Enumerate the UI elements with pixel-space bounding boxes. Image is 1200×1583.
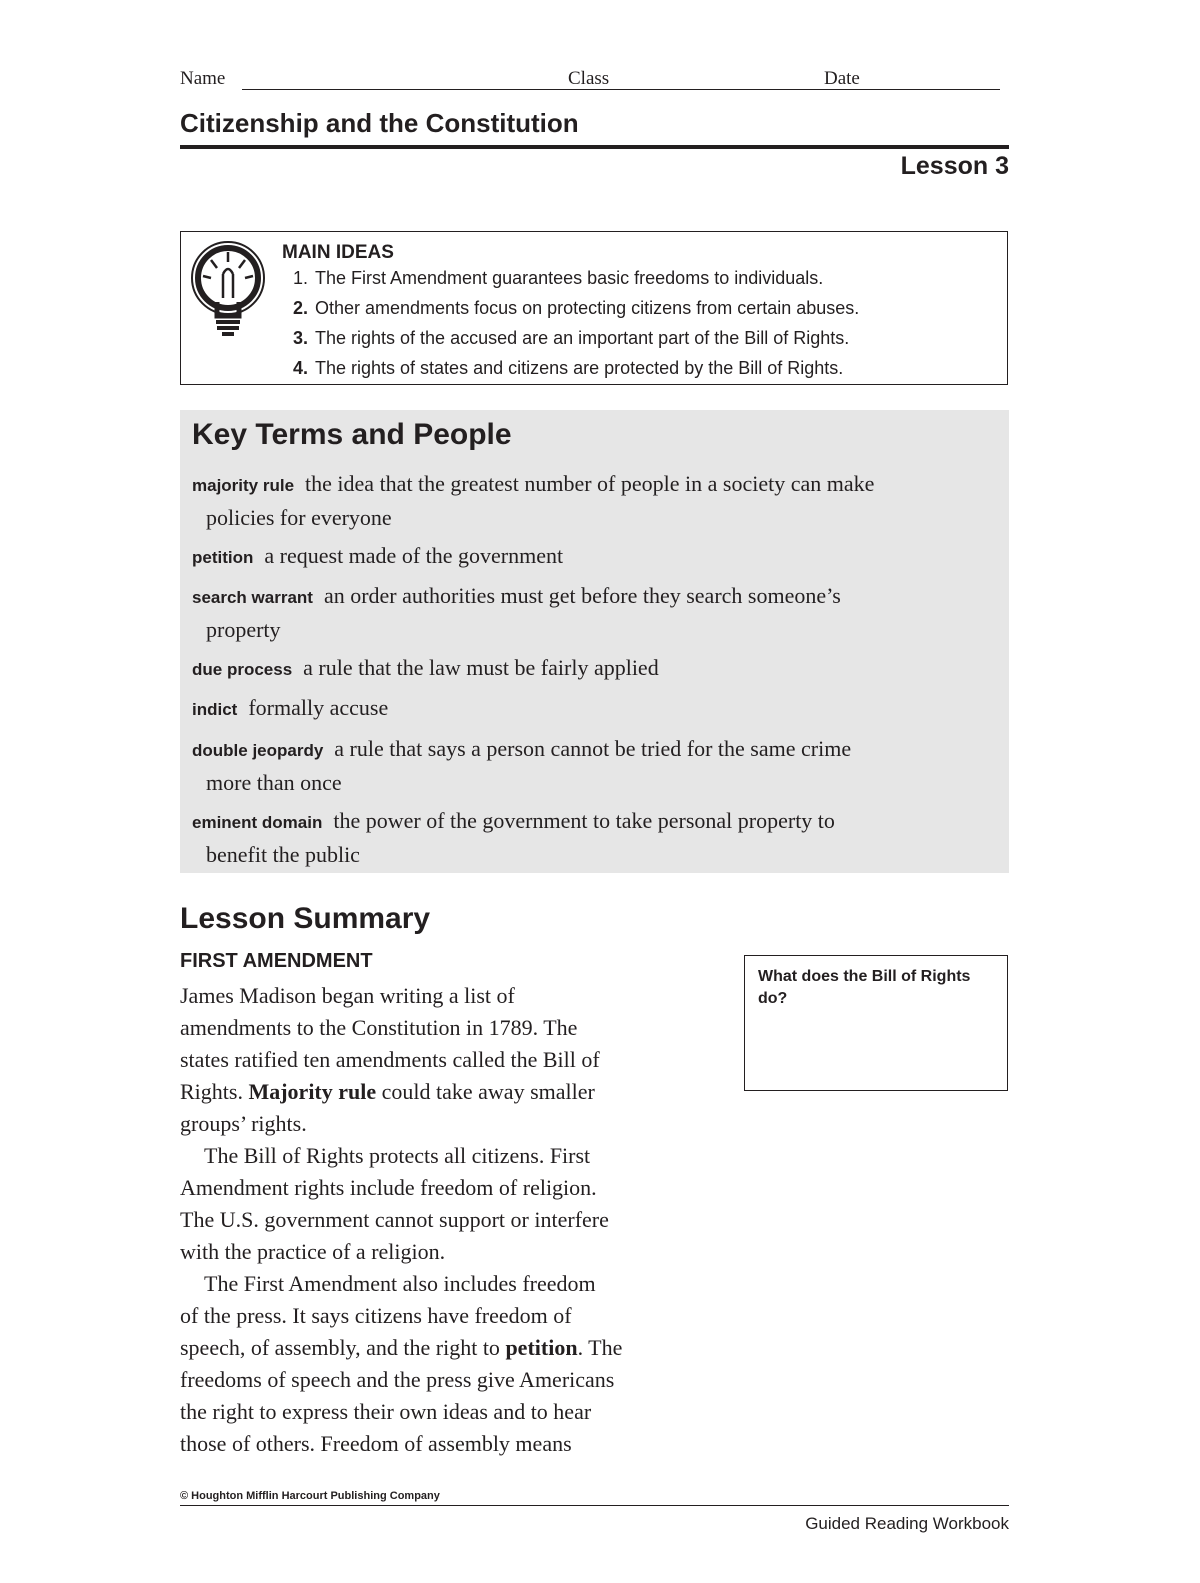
name-label: Name: [180, 68, 226, 89]
summary-paragraph: [180, 980, 700, 1140]
class-label: Class: [568, 68, 610, 89]
term-name: double jeopardy: [192, 741, 324, 760]
term-entry: [192, 652, 992, 686]
item-text: Other amendments focus on protecting citizens from certain abuses.: [315, 298, 860, 318]
term-entry: [192, 733, 992, 799]
key-terms-panel: [180, 410, 1009, 873]
term-entry: [192, 540, 992, 574]
date-field[interactable]: [872, 89, 1000, 90]
term-definition: a request made of the government: [264, 543, 564, 568]
text-run: could take away smaller: [376, 1079, 595, 1104]
term-definition-cont: policies for everyone: [206, 505, 392, 530]
lightbulb-icon: [187, 238, 269, 342]
text-line: freedoms of speech and the press give Americans: [180, 1367, 615, 1392]
term-entry: [192, 580, 992, 646]
footer-divider: [180, 1505, 1009, 1506]
text-run: . The: [577, 1335, 623, 1360]
term-name: indict: [192, 700, 238, 719]
term-definition-cont: property: [206, 617, 281, 642]
list-item: [293, 267, 859, 297]
key-terms-heading: Key Terms and People: [192, 418, 512, 451]
summary-paragraph: [180, 1268, 700, 1460]
term-entry: [192, 692, 992, 726]
text-line: the right to express their own ideas and to hear: [180, 1399, 592, 1424]
text-line: [180, 1332, 700, 1364]
term-definition: an order authorities must get before they search someone’s: [323, 583, 841, 608]
term-name: petition: [192, 548, 254, 567]
term-definition: formally accuse: [248, 695, 389, 720]
lesson-label: Lesson 3: [900, 152, 1009, 180]
term-definition: the idea that the greatest number of people in a society can make: [305, 471, 875, 496]
text-run: Rights.: [180, 1079, 249, 1104]
term-definition: a rule that the law must be fairly applied: [303, 655, 659, 680]
term-entry: [192, 805, 992, 871]
text-line: [180, 1076, 700, 1108]
item-text: The rights of the accused are an important part of the Bill of Rights.: [315, 328, 850, 348]
chapter-title: Citizenship and the Constitution: [180, 108, 579, 138]
term-name: due process: [192, 660, 293, 679]
main-ideas-list: [293, 267, 859, 387]
main-ideas-heading: MAIN IDEAS: [282, 242, 394, 263]
key-term-highlight: Majority rule: [248, 1079, 377, 1104]
section-subheading: FIRST AMENDMENT: [180, 950, 373, 972]
list-item: [293, 357, 859, 387]
text-line: The U.S. government cannot support or interfere: [180, 1207, 609, 1232]
item-text: The rights of states and citizens are protected by the Bill of Rights.: [315, 358, 844, 378]
key-term-highlight: petition: [505, 1335, 578, 1360]
text-line: groups’ rights.: [180, 1111, 307, 1136]
text-run: speech, of assembly, and the right to: [180, 1335, 506, 1360]
question-answer-box[interactable]: [744, 955, 1008, 1091]
item-number: 4.: [293, 358, 309, 378]
list-item: [293, 327, 859, 357]
text-line: of the press. It says citizens have freedom of: [180, 1303, 572, 1328]
term-definition: a rule that says a person cannot be tried for the same crime: [334, 736, 852, 761]
term-definition-cont: more than once: [206, 770, 342, 795]
term-name: majority rule: [192, 476, 295, 495]
summary-paragraph: [180, 1140, 700, 1268]
term-entry: [192, 468, 992, 534]
text-line: The First Amendment also includes freedom: [204, 1271, 596, 1296]
date-label: Date: [824, 68, 860, 89]
title-divider: [180, 145, 1009, 149]
workbook-title: Guided Reading Workbook: [805, 1514, 1009, 1533]
text-line: those of others. Freedom of assembly means: [180, 1431, 572, 1456]
term-name: eminent domain: [192, 813, 323, 832]
text-line: Amendment rights include freedom of religion.: [180, 1175, 597, 1200]
text-line: states ratified ten amendments called the Bill of: [180, 1047, 600, 1072]
list-item: [293, 297, 859, 327]
item-text: The First Amendment guarantees basic freedoms to individuals.: [315, 268, 824, 288]
text-line: James Madison began writing a list of: [180, 983, 515, 1008]
item-number: 3.: [293, 328, 309, 348]
term-name: search warrant: [192, 588, 313, 607]
item-number: 1.: [293, 268, 309, 288]
text-line: The Bill of Rights protects all citizens. First: [204, 1143, 591, 1168]
main-ideas-box: [180, 231, 1008, 385]
item-number: 2.: [293, 298, 309, 318]
text-line: with the practice of a religion.: [180, 1239, 446, 1264]
text-line: amendments to the Constitution in 1789. The: [180, 1015, 578, 1040]
copyright-notice: © Houghton Mifflin Harcourt Publishing Company: [180, 1490, 440, 1502]
question-text: What does the Bill of Rights do?: [758, 968, 971, 1007]
student-info-header: [180, 66, 1010, 94]
lesson-summary-heading: Lesson Summary: [180, 902, 431, 935]
term-definition: the power of the government to take personal property to: [333, 808, 835, 833]
term-definition-cont: benefit the public: [206, 842, 360, 867]
